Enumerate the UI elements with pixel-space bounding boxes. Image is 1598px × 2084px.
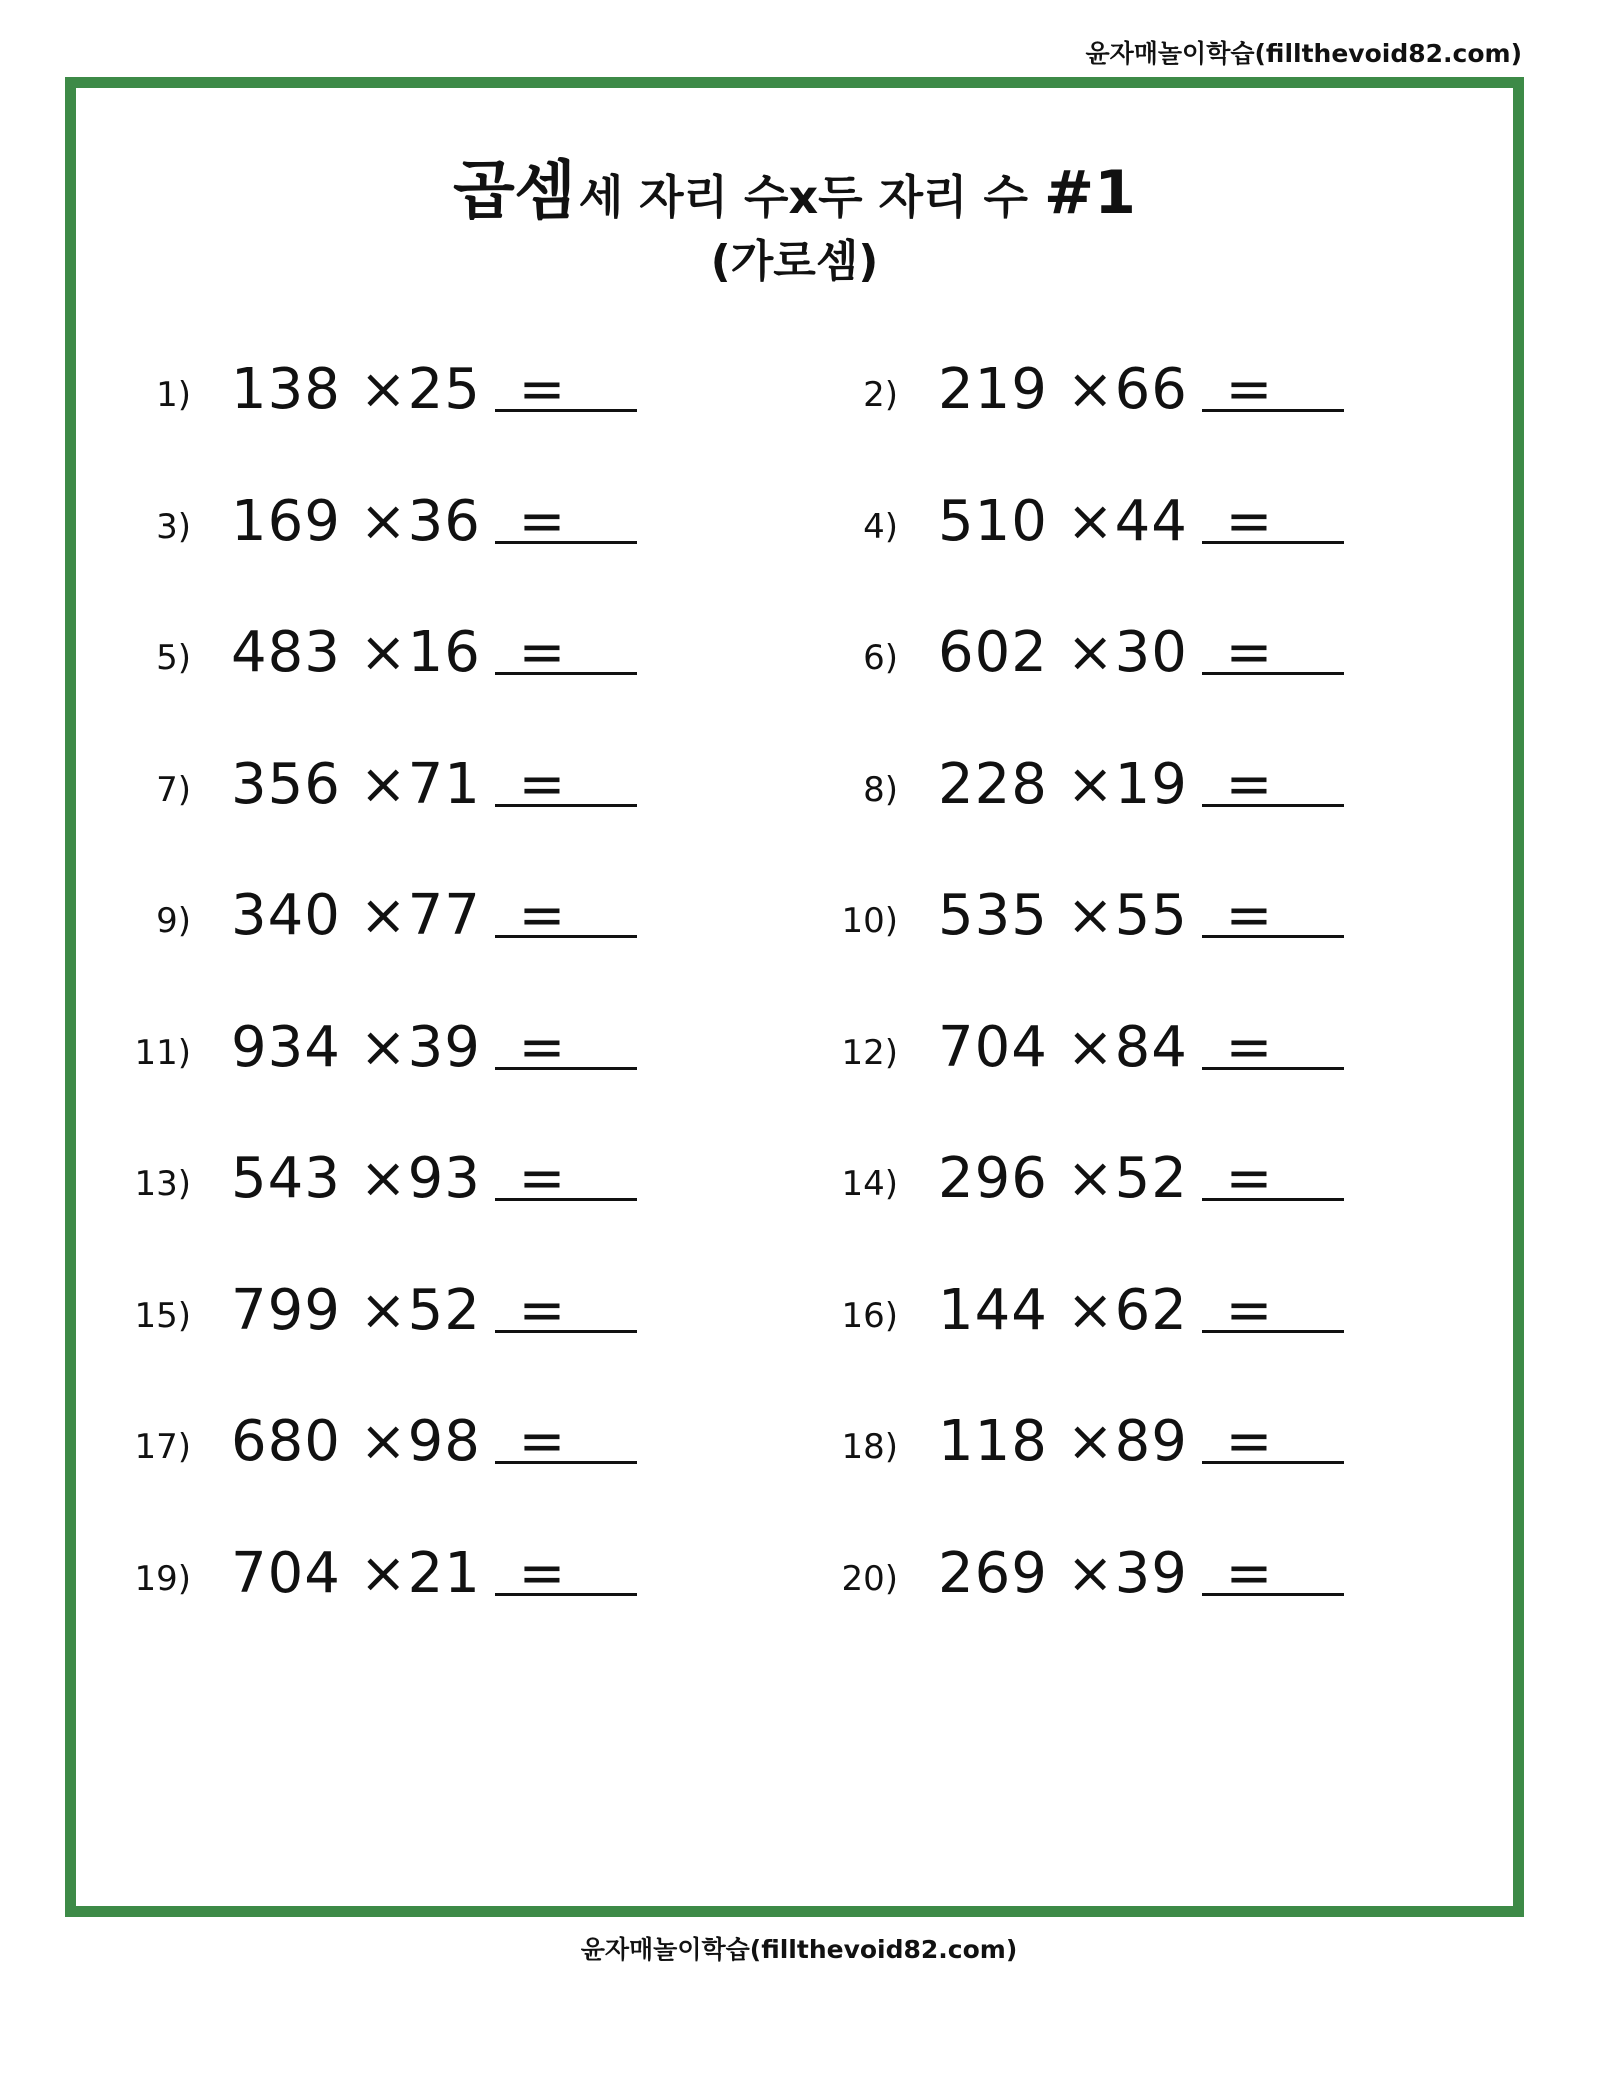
problem-number: 15) — [134, 1295, 191, 1336]
problem-number: 6) — [863, 638, 898, 678]
problem-expression: 169 ×36 = — [231, 488, 567, 554]
problem-expression: 535 ×55 = — [938, 883, 1274, 948]
problem-expression: 340 ×77 = — [231, 883, 567, 948]
problem-number: 8) — [863, 769, 898, 810]
problem-expression: 483 ×16 = — [231, 620, 567, 685]
answer-blank[interactable] — [495, 672, 637, 675]
problem-expression: 228 ×19 = — [938, 751, 1274, 817]
problem-item — [823, 1537, 1523, 1607]
problem-item — [823, 1011, 1523, 1081]
problem-item — [116, 353, 816, 423]
problem-item — [823, 616, 1523, 686]
answer-blank[interactable] — [495, 1198, 637, 1201]
problem-item — [116, 1405, 816, 1475]
answer-blank[interactable] — [1202, 409, 1344, 412]
problem-number: 16) — [841, 1295, 898, 1336]
problem-expression: 138 ×25 = — [231, 357, 567, 422]
problem-number: 17) — [134, 1427, 191, 1467]
problem-item — [823, 1142, 1523, 1212]
site-footer-label: 윤자매놀이학습(fillthevoid82.com) — [580, 1935, 1018, 1964]
problem-expression: 356 ×71 = — [231, 751, 567, 817]
answer-blank[interactable] — [1202, 1593, 1344, 1596]
title-sub: 세 자리 수x두 자리 수 — [578, 170, 1028, 224]
answer-blank[interactable] — [1202, 1198, 1344, 1201]
answer-blank[interactable] — [1202, 935, 1344, 938]
answer-blank[interactable] — [1202, 1461, 1344, 1464]
problem-expression: 704 ×21 = — [231, 1540, 567, 1606]
problem-number: 4) — [863, 506, 898, 547]
problem-item — [823, 879, 1523, 949]
problem-expression: 269 ×39 = — [938, 1540, 1274, 1606]
problem-item — [116, 1142, 816, 1212]
problem-expression: 934 ×39 = — [231, 1014, 567, 1080]
problem-number: 9) — [156, 901, 191, 941]
answer-blank[interactable] — [495, 1067, 637, 1070]
problem-number: 20) — [841, 1558, 898, 1599]
problem-item — [116, 1011, 816, 1081]
answer-blank[interactable] — [495, 1593, 637, 1596]
problem-expression: 602 ×30 = — [938, 620, 1274, 685]
problem-number: 13) — [134, 1164, 191, 1204]
problem-expression: 543 ×93 = — [231, 1146, 567, 1211]
worksheet-subtitle: (가로셈) — [710, 236, 879, 287]
problem-number: 11) — [134, 1032, 191, 1073]
problem-expression: 296 ×52 = — [938, 1146, 1274, 1211]
answer-blank[interactable] — [1202, 804, 1344, 807]
problem-item — [116, 748, 816, 818]
problem-number: 10) — [841, 901, 898, 941]
problem-item — [116, 1274, 816, 1344]
problem-number: 12) — [841, 1032, 898, 1073]
problem-item — [823, 485, 1523, 555]
problem-number: 14) — [841, 1164, 898, 1204]
problem-number: 3) — [156, 506, 191, 547]
site-header-label: 윤자매놀이학습(fillthevoid82.com) — [1085, 39, 1522, 68]
problem-expression: 118 ×89 = — [938, 1409, 1274, 1474]
problem-number: 5) — [156, 638, 191, 678]
problem-expression: 219 ×66 = — [938, 357, 1274, 422]
answer-blank[interactable] — [1202, 1067, 1344, 1070]
answer-blank[interactable] — [1202, 1330, 1344, 1333]
worksheet-frame — [65, 77, 1524, 1917]
problem-item — [823, 1274, 1523, 1344]
problem-number: 1) — [156, 375, 191, 415]
problem-list — [76, 88, 1513, 1906]
problem-number: 19) — [134, 1558, 191, 1599]
answer-blank[interactable] — [495, 1461, 637, 1464]
problem-item — [823, 353, 1523, 423]
answer-blank[interactable] — [495, 541, 637, 544]
problem-expression: 680 ×98 = — [231, 1409, 567, 1474]
problem-number: 7) — [156, 769, 191, 810]
problem-expression: 510 ×44 = — [938, 488, 1274, 554]
answer-blank[interactable] — [495, 935, 637, 938]
problem-number: 2) — [863, 375, 898, 415]
problem-expression: 799 ×52 = — [231, 1277, 567, 1343]
answer-blank[interactable] — [1202, 541, 1344, 544]
answer-blank[interactable] — [495, 804, 637, 807]
problem-item — [823, 748, 1523, 818]
answer-blank[interactable] — [495, 409, 637, 412]
problem-item — [116, 1537, 816, 1607]
problem-item — [116, 485, 816, 555]
title-number: #1 — [1043, 158, 1136, 228]
problem-expression: 704 ×84 = — [938, 1014, 1274, 1080]
title-main: 곱셈 — [453, 155, 575, 229]
problem-item — [116, 616, 816, 686]
problem-item — [823, 1405, 1523, 1475]
problem-number: 18) — [841, 1427, 898, 1467]
problem-item — [116, 879, 816, 949]
answer-blank[interactable] — [495, 1330, 637, 1333]
problem-expression: 144 ×62 = — [938, 1277, 1274, 1343]
answer-blank[interactable] — [1202, 672, 1344, 675]
